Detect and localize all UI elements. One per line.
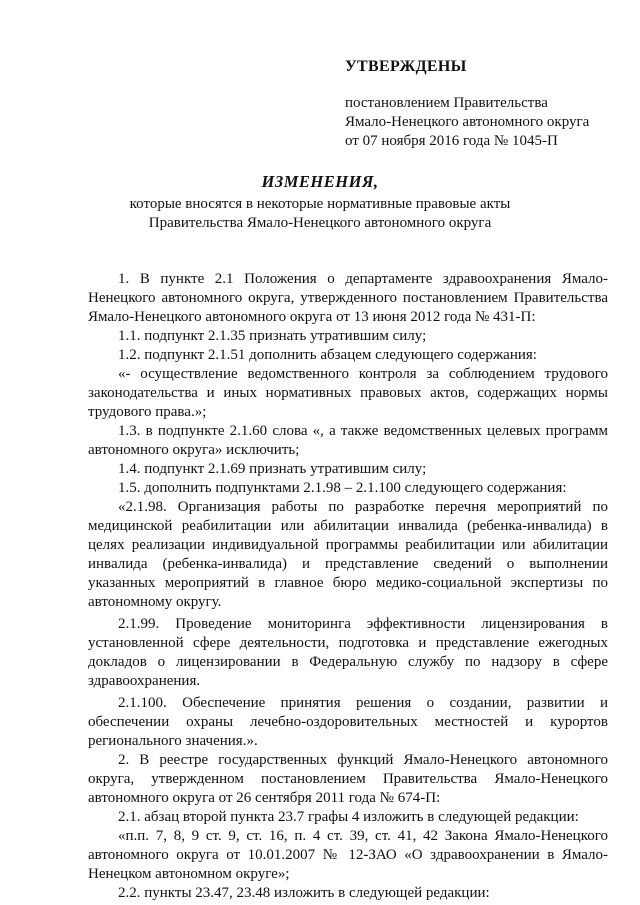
approval-heading: УТВЕРЖДЕНЫ	[345, 58, 467, 75]
paragraph: 1. В пункте 2.1 Положения о департаменте здравоохранения Ямало-Ненецкого автономного округа, утвержденного постановлением Правительства Ямало-Ненецкого автономного округа от 13 июня 2012 года № 431-П:	[88, 271, 608, 325]
paragraph: «п.п. 7, 8, 9 ст. 9, ст. 16, п. 4 ст. 39, ст. 41, 42 Закона Ямало-Ненецкого автономного округа от 10.01.2007 № 12-ЗАО «О здравоохранении в Ямало-Ненецком автономном округе»;	[88, 828, 608, 882]
approval-line: Ямало-Ненецкого автономного округа	[345, 114, 590, 130]
paragraph: 1.5. дополнить подпунктами 2.1.98 – 2.1.100 следующего содержания:	[118, 480, 567, 496]
approval-line: постановлением Правительства	[345, 95, 548, 111]
subtitle-line: которые вносятся в некоторые нормативные правовые акты	[129, 196, 511, 212]
document-body	[88, 270, 608, 903]
document-title: ИЗМЕНЕНИЯ,	[261, 172, 379, 191]
paragraph: 2.1. абзац второй пункта 23.7 графы 4 изложить в следующей редакции:	[118, 809, 579, 825]
paragraph: 2.2. пункты 23.47, 23.48 изложить в следующей редакции:	[118, 885, 490, 901]
document-subtitle	[0, 195, 640, 233]
paragraph: «2.1.98. Организация работы по разработке перечня мероприятий по медицинской реабилитации или абилитации инвалида (ребенка-инвалида) в целях реализации индивидуальной программы реабилитации или абилитации инвалида (ребенка-инвалида) и представление сведений о выполнении указанных мероприятий в главное бюро медико-социальной экспертизы по автономному округу.	[88, 499, 608, 610]
paragraph: 1.2. подпункт 2.1.51 дополнить абзацем следующего содержания:	[118, 347, 537, 363]
paragraph: 1.4. подпункт 2.1.69 признать утратившим силу;	[118, 461, 427, 477]
paragraph: 2.1.99. Проведение мониторинга эффективности лицензирования в установленной сфере деятельности, подготовка и представление ежегодных докладов о лицензировании в Федеральную службу по надзору в сфере здравоохранения.	[88, 616, 608, 689]
approval-line: от 07 ноября 2016 года № 1045-П	[345, 133, 558, 149]
paragraph: 1.1. подпункт 2.1.35 признать утратившим силу;	[118, 328, 427, 344]
approval-block	[345, 58, 615, 151]
subtitle-line: Правительства Ямало-Ненецкого автономного округа	[148, 215, 492, 231]
paragraph: 2. В реестре государственных функций Ямало-Ненецкого автономного округа, утвержденном постановлением Правительства Ямало-Ненецкого автономного округа от 26 сентября 2011 года № 674-П:	[88, 752, 608, 806]
paragraph: 1.3. в подпункте 2.1.60 слова «, а также ведомственных целевых программ автономного округа» исключить;	[88, 423, 608, 458]
paragraph: 2.1.100. Обеспечение принятия решения о создании, развитии и обеспечении охраны лечебно-оздоровительных местностей и курортов регионального значения.».	[88, 695, 608, 749]
paragraph: «- осуществление ведомственного контроля за соблюдением трудового законодательства и иных нормативных правовых актов, содержащих нормы трудового права.»;	[88, 366, 608, 420]
